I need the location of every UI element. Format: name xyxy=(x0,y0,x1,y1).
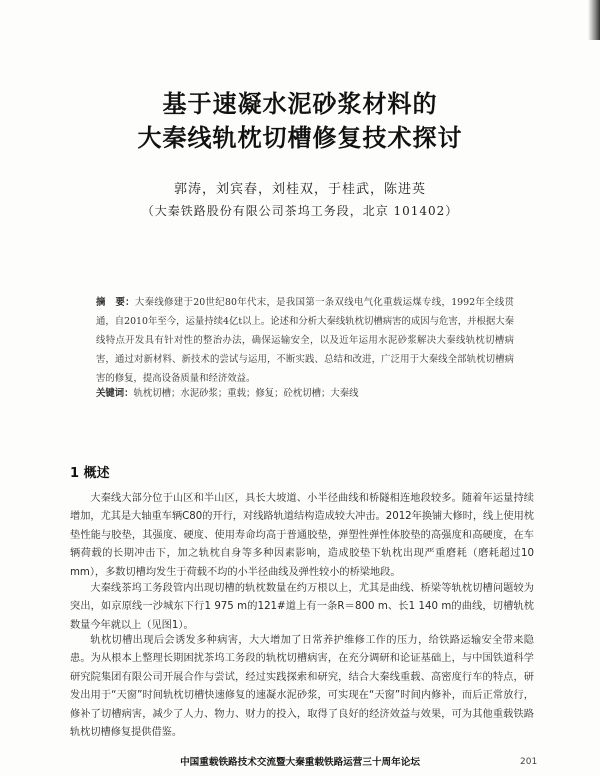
abstract-label: 摘 要： xyxy=(96,297,135,308)
affiliation: （大秦铁路股份有限公司茶坞工务段，北京 101402） xyxy=(141,204,459,218)
authors: 郭涛，刘宾春，刘桂双，于桂武，陈进英 xyxy=(173,182,426,197)
paragraph-text: 大秦线大部分位于山区和半山区，具长大坡道、小半径曲线和桥隧相连地段较多。随着年运量持续增加，尤其是大轴重车辆C80的开行，对线路轨道结构造成较大冲击。2012年换铺大修时，线上使用枕垫性能与胶垫，其强度、硬度、使用寿命均高于普通胶垫，弹塑性弹性体胶垫的高强度和高硬度，在车辆荷载的长期冲击下，加之轨枕自身等多种因素影响，造成胶垫下轨枕出现严重磨耗（磨耗超过10 mm），多数切槽均发生于荷载不均的小半径曲线及弹性较小的桥梁地段。 xyxy=(70,493,534,578)
paragraph-text: 大秦线茶坞工务段管内出现切槽的轨枕数量在约万根以上，尤其是曲线、桥梁等轨枕切槽问题较为突出，如京原线一沙城东下行1 975 m的121#道上有一条R＝800 m、长1 140 m的曲线，切槽轨枕数量今年就以上（见图1）。 xyxy=(70,583,534,631)
scan-edge-shadow xyxy=(588,0,600,40)
body-paragraph-2 xyxy=(70,580,534,635)
body-paragraph-1 xyxy=(70,490,534,582)
abstract-text: 大秦线修建于20世纪80年代末，是我国第一条双线电气化重载运煤专线，1992年全线贯通，自2010年至今，运量持续4亿t以上。论述和分析大秦线轨枕切槽病害的成因与危害，并根据大秦线特点开发具有针对性的整治办法，确保运输安全，以及近年运用水泥砂浆解决大秦线轨枕切槽病害，通过对新材料、新技术的尝试与运用，不断实践、总结和改进，广泛用于大秦线全部轨枕切槽病害的修复，提高设备质量和经济效益。 xyxy=(96,297,514,384)
paper-title-line-2: 大秦线轨枕切槽修复技术探讨 xyxy=(137,124,463,152)
keywords-label: 关键词： xyxy=(96,388,134,399)
paper-title-line-1: 基于速凝水泥砂浆材料的 xyxy=(162,90,438,118)
keywords-text: 轨枕切槽；水泥砂浆；重载；修复；砼枕切槽；大秦线 xyxy=(133,388,359,399)
abstract xyxy=(96,293,514,388)
section-heading: 1 概述 xyxy=(70,466,110,481)
page-number: 201 xyxy=(520,757,538,767)
keywords xyxy=(96,386,514,402)
paragraph-text: 轨枕切槽出现后会诱发多种病害，大大增加了日常养护维修工作的压力，给铁路运输安全带来隐患。为从根本上整理长期困扰茶坞工务段的轨枕切槽病害，在充分调研和论证基础上，与中国铁道科学研究院集团有限公司开展合作与尝试，经过实践探索和研究，结合大秦线重载、高密度行车的特点，研发出用于“天窗”时间轨枕切槽快速修复的速凝水泥砂浆，可实现在“天窗”时间内修补，而后正常放行，修补了切槽病害，减少了人力、物力、财力的投入，取得了良好的经济效益与效果，可为其他重载铁路轨枕切槽修复提供借鉴。 xyxy=(70,635,534,739)
conference-footer: 中国重载铁路技术交流暨大秦重载铁路运营三十周年论坛 xyxy=(180,757,420,768)
body-paragraph-3 xyxy=(70,632,534,742)
